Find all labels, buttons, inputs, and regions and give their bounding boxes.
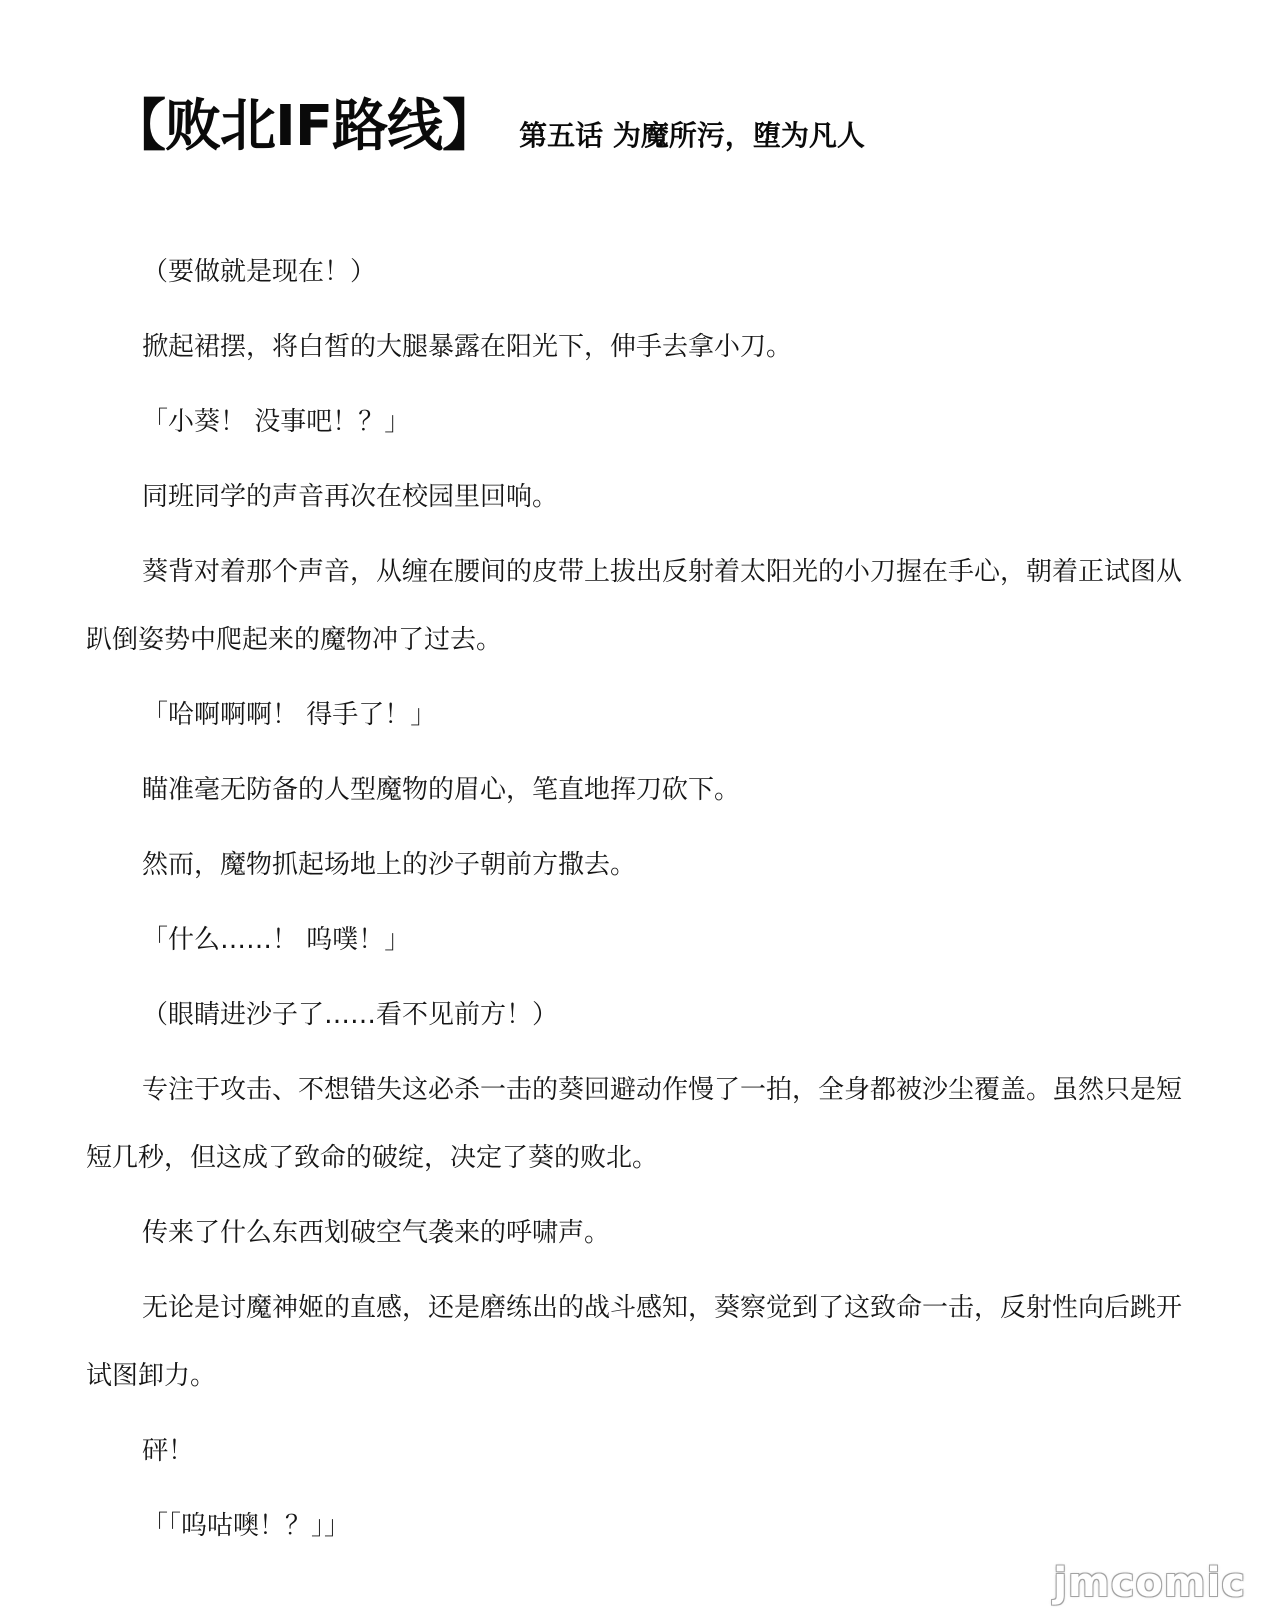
paragraph: 传来了什么东西划破空气袭来的呼啸声。 (142, 1218, 611, 1248)
chapter-series-title: 【败北IF路线】 (110, 94, 498, 159)
paragraph: 葵背对着那个声音，从缠在腰间的皮带上拔出反射着太阳光的小刀握在手心，朝着正试图从趴倒姿势中爬起来的魔物冲了过去。 (86, 557, 1183, 655)
paragraph: 然而，魔物抓起场地上的沙子朝前方撒去。 (142, 850, 637, 880)
paragraph: 「「呜咕噢！？」」 (142, 1511, 351, 1541)
paragraph: 专注于攻击、不想错失这必杀一击的葵回避动作慢了一拍，全身都被沙尘覆盖。虽然只是短短几秒，但这成了致命的破绽，决定了葵的败北。 (86, 1075, 1183, 1173)
watermark-logo: jmcomic (1053, 1560, 1246, 1606)
paragraph: （要做就是现在！） (142, 257, 377, 287)
paragraph: 同班同学的声音再次在校园里回响。 (142, 482, 559, 512)
paragraph: 「哈啊啊啊！ 得手了！」 (142, 700, 437, 730)
paragraph: 「什么……！ 呜噗！」 (142, 925, 411, 955)
chapter-title: 第五话 为魔所污，堕为凡人 (519, 119, 865, 152)
paragraph: 「小葵！ 没事吧！？」 (142, 407, 411, 437)
paragraph: 砰！ (142, 1436, 195, 1466)
paragraph: （眼睛进沙子了……看不见前方！） (142, 1000, 559, 1030)
paragraph: 掀起裙摆，将白皙的大腿暴露在阳光下，伸手去拿小刀。 (142, 332, 793, 362)
paragraph: 瞄准毫无防备的人型魔物的眉心，笔直地挥刀砍下。 (142, 775, 741, 805)
body-text (86, 238, 1196, 1567)
paragraph: 无论是讨魔神姬的直感，还是磨练出的战斗感知，葵察觉到了这致命一击，反射性向后跳开试图卸力。 (86, 1293, 1183, 1391)
title-row (110, 82, 865, 162)
